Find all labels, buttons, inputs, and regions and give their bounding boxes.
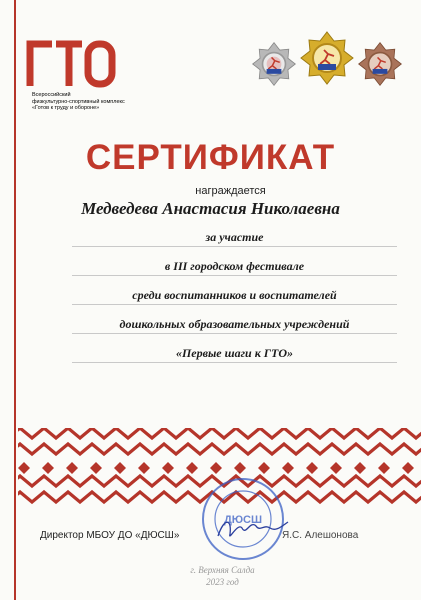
text-line-content: за участие — [205, 230, 264, 244]
gto-logo — [26, 38, 116, 88]
gold-badge-icon — [301, 32, 353, 84]
text-line — [72, 287, 397, 305]
year-text: 2023 год — [206, 577, 239, 587]
stamp-text: ДЮСШ — [223, 514, 263, 526]
text-line — [72, 258, 397, 276]
signature-icon — [212, 514, 292, 544]
city-text: г. Верхняя Салда — [190, 565, 255, 575]
text-line-content: среди воспитанников и воспитателей — [132, 288, 337, 302]
silver-badge-icon — [253, 43, 296, 86]
left-border-line — [14, 0, 16, 600]
director-name: Я.С. Алешонова — [282, 530, 359, 541]
director-label: Директор МБОУ ДО «ДЮСШ» — [40, 530, 180, 541]
awarded-text: награждается — [195, 185, 266, 197]
text-line — [72, 345, 397, 363]
org-line: физкультурно-спортивный комплекс — [32, 98, 125, 105]
organization-text — [32, 92, 142, 112]
text-line-content: «Первые шаги к ГТО» — [175, 346, 294, 360]
text-line — [72, 229, 397, 247]
bronze-badge-icon — [359, 43, 402, 86]
text-line-content: в III городском фестивале — [164, 259, 305, 273]
recipient-name: Медведева Анастасия Николаевна — [81, 199, 340, 218]
org-line: Всероссийский — [32, 92, 71, 98]
text-line — [72, 316, 397, 334]
gto-badges — [252, 28, 402, 98]
text-line-content: дошкольных образовательных учреждений — [119, 317, 350, 331]
certificate-title: СЕРТИФИКАТ — [85, 138, 336, 177]
org-line: «Готов к труду и обороне» — [32, 105, 100, 111]
